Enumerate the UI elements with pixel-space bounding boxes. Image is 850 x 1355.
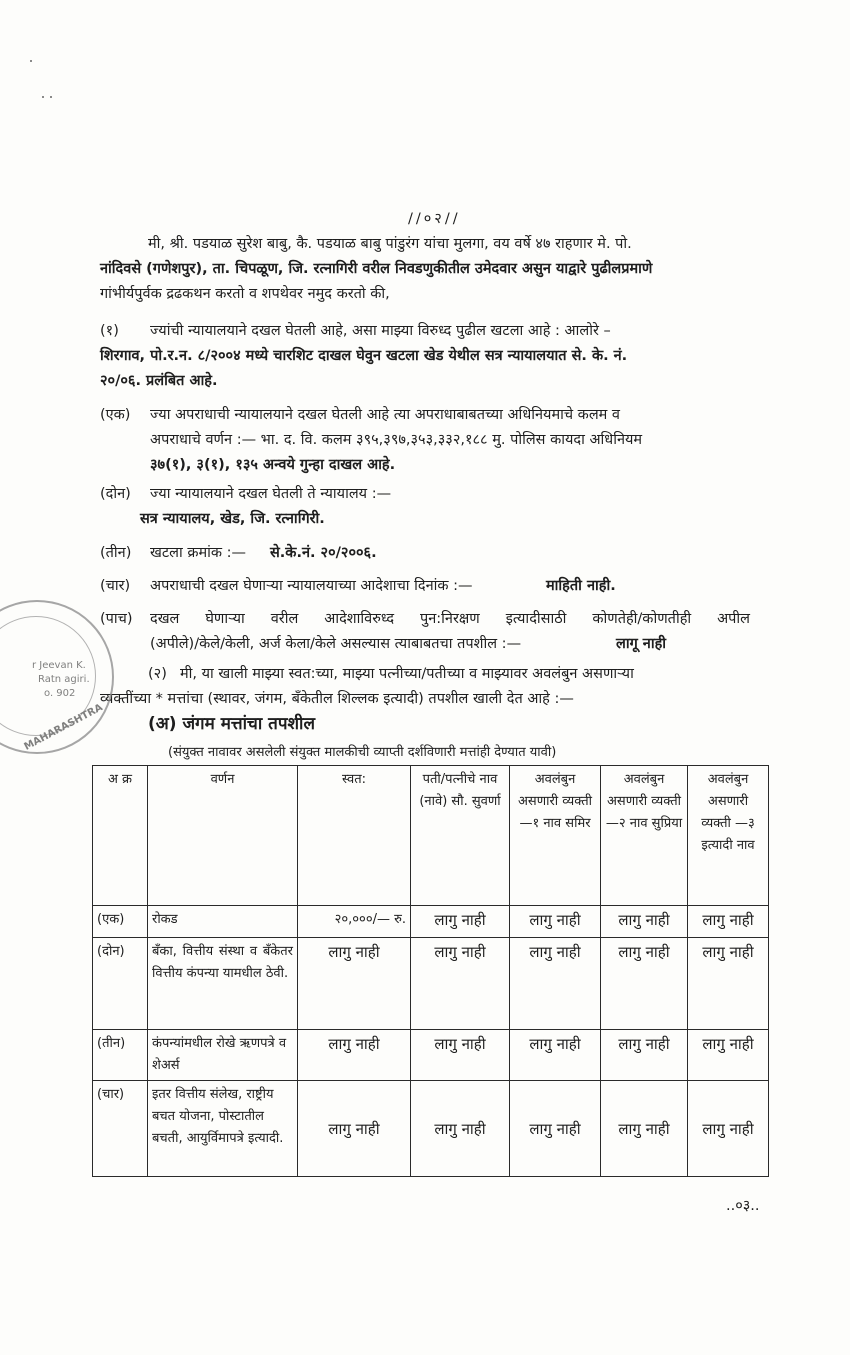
item-ek-line-2: अपराधाचे वर्णन :— भा. द. वि. कलम ३९५,३९७,३५३,३३२,१८८ मु. पोलिस कायदा अधिनियम — [150, 432, 643, 448]
intro-line-2: नांदिवसे (गणेशपुर), ता. चिपळूण, जि. रत्नागिरी वरील निवडणुकीतील उमेदवार असुन याद्वारे पुढीलप्रमाणे — [100, 261, 653, 277]
order-date-label: अपराधाची दखल घेणाऱ्या न्यायालयाच्या आदेशाचा दिनांक :— — [150, 578, 473, 594]
row-dependent-2-value: लागु नाही — [601, 906, 688, 938]
item-don-number: (दोन) — [100, 486, 131, 502]
scan-speck — [30, 60, 32, 62]
stamp-text-3: o. 902 — [44, 688, 76, 699]
row-dependent-3-value: लागु नाही — [688, 938, 769, 1030]
next-page-marker: ..०३.. — [726, 1198, 760, 1214]
row-dependent-1-value: लागु नाही — [510, 1081, 601, 1177]
row-dependent-1-value: लागु नाही — [510, 906, 601, 938]
item-don-line-2: सत्र न्यायालय, खेड, जि. रत्नागिरी. — [140, 511, 325, 527]
item-1-line-3: २०/०६. प्रलंबित आहे. — [100, 373, 218, 389]
row-self-value: लागु नाही — [298, 1030, 411, 1081]
case-number-label: खटला क्रमांक :— — [150, 545, 247, 561]
intro-line-3: गांभीर्यपुर्वक द्रढकथन करतो व शपथेवर नमुद करतो की, — [100, 286, 390, 302]
table-row — [93, 938, 769, 1030]
row-number: (एक) — [93, 906, 148, 938]
row-dependent-3-value: लागु नाही — [688, 1030, 769, 1081]
row-spouse-value: लागु नाही — [411, 906, 510, 938]
appeal-details-value: लागू नाही — [616, 636, 667, 652]
item-ek-number: (एक) — [100, 407, 131, 423]
row-spouse-value: लागु नाही — [411, 1030, 510, 1081]
row-description: बॅंका, वित्तीय संस्था व बॅंकेतर वित्तीय कंपन्या यामधील ठेवी. — [148, 938, 298, 1030]
row-number: (चार) — [93, 1081, 148, 1177]
item-don-line-1: ज्या न्यायालयाने दखल घेतली ते न्यायालय :— — [150, 486, 392, 502]
movable-assets-table — [92, 765, 769, 1177]
row-description: इतर वित्तीय संलेख, राष्ट्रीय बचत योजना, पोस्टातील बचती, आयुर्विमापत्रे इत्यादी. — [148, 1081, 298, 1177]
item-2-line-1: मी, या खाली माझ्या स्वत:च्या, माझ्या पत्नीच्या/पतीच्या व माझ्यावर अवलंबुन असणाऱ्या — [180, 666, 634, 682]
row-self-value: २०,०००/— रु. — [298, 906, 411, 938]
intro-line-1: मी, श्री. पडयाळ सुरेश बाबु, कै. पडयाळ बाबु पांडुरंग यांचा मुलगा, वय वर्षे ४७ राहणार मे. पो. — [148, 236, 632, 252]
section-a-title: (अ) जंगम मत्तांचा तपशील — [148, 714, 315, 734]
row-dependent-1-value: लागु नाही — [510, 938, 601, 1030]
row-dependent-3-value: लागु नाही — [688, 906, 769, 938]
page-marker: //०२// — [408, 211, 461, 227]
item-1-line-1: ज्यांची न्यायालयाने दखल घेतली आहे, असा माझ्या विरुध्द पुढील खटला आहे : आलोरे – — [150, 323, 611, 339]
row-self-value: लागु नाही — [298, 1081, 411, 1177]
table-row — [93, 906, 769, 938]
item-char-number: (चार) — [100, 578, 131, 594]
header-description: वर्णन — [148, 766, 298, 906]
stamp-text-2: Ratn agiri. — [38, 674, 90, 685]
header-dependent-2: अवलंबुन असणारी व्यक्ती —२ नाव सुप्रिया — [601, 766, 688, 906]
official-stamp — [0, 600, 114, 754]
item-ek-line-3: ३७(१), ३(१), १३५ अन्वये गुन्हा दाखल आहे. — [150, 457, 396, 473]
row-number: (तीन) — [93, 1030, 148, 1081]
table-row — [93, 1030, 769, 1081]
header-dependent-1: अवलंबुन असणारी व्यक्ती —१ नाव समिर — [510, 766, 601, 906]
item-pach-line-2: (अपीले)/केले/केली, अर्ज केला/केले असल्यास त्याबाबतचा तपशील :— — [150, 636, 522, 652]
header-serial: अ क्र — [93, 766, 148, 906]
row-dependent-2-value: लागु नाही — [601, 1081, 688, 1177]
scan-speck — [50, 96, 52, 98]
stamp-text-1: r Jeevan K. — [32, 660, 86, 671]
header-dependent-3: अवलंबुन असणारी व्यक्ती —३ इत्यादी नाव — [688, 766, 769, 906]
header-self: स्वत: — [298, 766, 411, 906]
table-header-row — [93, 766, 769, 906]
row-dependent-1-value: लागु नाही — [510, 1030, 601, 1081]
case-number-value: से.के.नं. २०/२००६. — [270, 545, 377, 561]
stamp-arc-text: MAHARASHTRA — [22, 702, 105, 753]
item-teen-number: (तीन) — [100, 545, 132, 561]
item-2-number: (२) — [148, 666, 167, 682]
row-description: रोकड — [148, 906, 298, 938]
item-ek-line-1: ज्या अपराधाची न्यायालयाने दखल घेतली आहे त्या अपराधाबाबतच्या अधिनियमाचे कलम व — [150, 407, 620, 423]
row-dependent-2-value: लागु नाही — [601, 938, 688, 1030]
row-self-value: लागु नाही — [298, 938, 411, 1030]
row-spouse-value: लागु नाही — [411, 1081, 510, 1177]
order-date-value: माहिती नाही. — [546, 578, 616, 594]
item-pach-number: (पाच) — [100, 611, 133, 627]
table-row — [93, 1081, 769, 1177]
row-description: कंपन्यांमधील रोखे ऋणपत्रे व शेअर्स — [148, 1030, 298, 1081]
item-1-number: (१) — [100, 323, 119, 339]
row-spouse-value: लागु नाही — [411, 938, 510, 1030]
row-number: (दोन) — [93, 938, 148, 1030]
item-1-line-2: शिरगाव, पो.र.न. ८/२००४ मध्ये चारशिट दाखल घेवुन खटला खेड येथील सत्र न्यायालयात से. के. नं. — [100, 348, 628, 364]
section-a-note: (संयुक्त नावावर असलेली संयुक्त मालकीची व्याप्ती दर्शविणारी मत्तांही देण्यात यावी) — [168, 745, 557, 760]
scan-speck — [42, 96, 44, 98]
item-2-line-2: व्यक्तींच्या * मत्तांचा (स्थावर, जंगम, बॅंकेतील शिल्लक इत्यादी) तपशील खाली देत आहे :— — [100, 691, 574, 707]
row-dependent-2-value: लागु नाही — [601, 1030, 688, 1081]
row-dependent-3-value: लागु नाही — [688, 1081, 769, 1177]
item-pach-line-1: दखल घेणाऱ्या वरील आदेशाविरुध्द पुन:निरक्षण इत्यादीसाठी कोणतेही/कोणतीही अपील — [150, 611, 750, 627]
header-spouse: पती/पत्नीचे नाव (नावे) सौ. सुवर्णा — [411, 766, 510, 906]
